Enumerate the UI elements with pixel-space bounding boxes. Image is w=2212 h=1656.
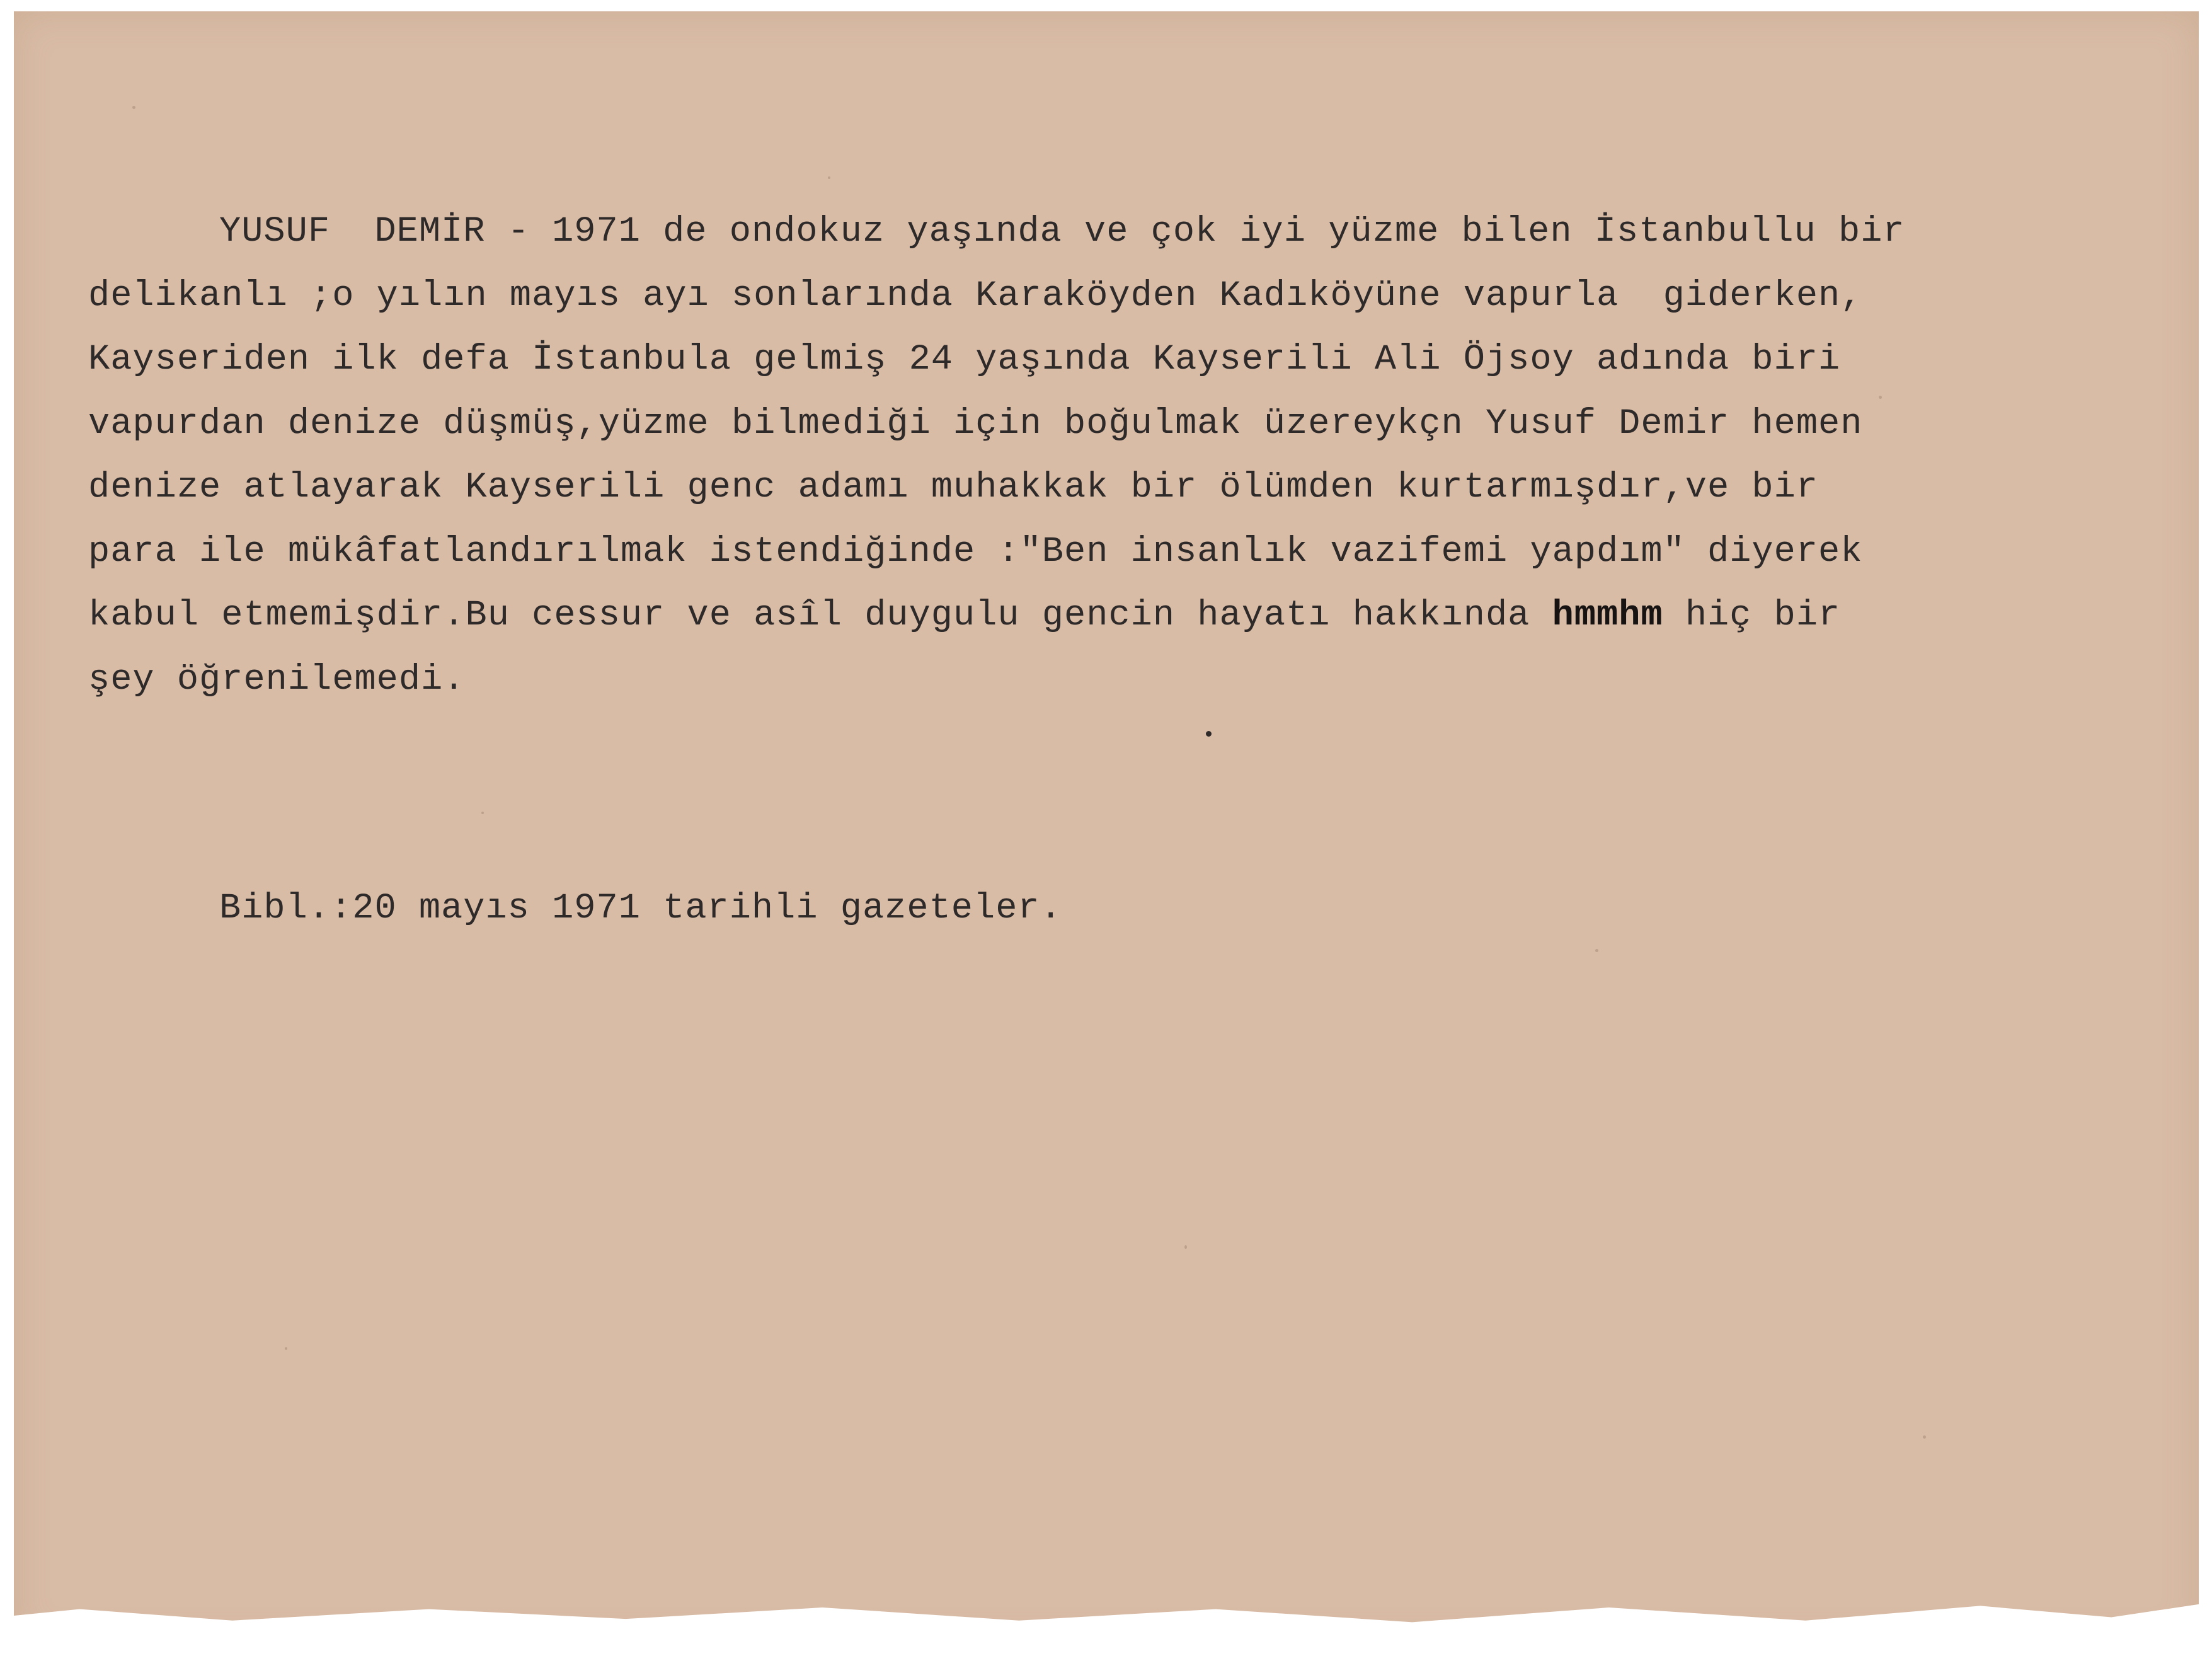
- paper-speck: [1184, 1245, 1187, 1249]
- text-line-7-end: hiç bir: [1663, 595, 1841, 636]
- text-line-2: delikanlı ;o yılın mayıs ayı sonlarında Karaköyden Kadıköyüne vapurla giderken,: [88, 275, 1863, 316]
- text-line-1: YUSUF DEMİR - 1971 de ondokuz yaşında ve çok iyi yüzme bilen İstanbullu bir: [219, 212, 1905, 252]
- paper-speck: [285, 1347, 287, 1350]
- text-line-7-start: kabul etmemişdir.Bu cessur ve asîl duygulu gencin hayatı hakkında: [88, 595, 1552, 636]
- text-line-6: para ile mükâfatlandırılmak istendiğinde :"Ben insanlık vazifemi yapdım" diyerek: [88, 531, 1863, 572]
- text-line-5: denize atlayarak Kayserili genc adamı muhakkak bir ölümden kurtarmışdır,ve bir: [88, 468, 1819, 508]
- text-line-7: [88, 584, 2186, 648]
- paper-speck: [1923, 1435, 1926, 1439]
- text-line-4: vapurdan denize düşmüş,yüzme bilmediği için boğulmak üzereykçn Yusuf Demir hemen: [88, 403, 1863, 444]
- paper-speck: [828, 176, 830, 179]
- struck-out-word: hmmhm: [1552, 595, 1663, 636]
- bibliography-line: Bibl.:20 mayıs 1971 tarihli gazeteler.: [219, 888, 1062, 929]
- paper-speck: [132, 106, 135, 109]
- paper-speck: [1595, 949, 1598, 952]
- text-line-8: şey öğrenilemedi.: [88, 659, 466, 700]
- stray-ink-dot: [1206, 731, 1212, 737]
- biography-text: [88, 200, 2186, 712]
- text-line-3: Kayseriden ilk defa İstanbula gelmiş 24 yaşında Kayserili Ali Öjsoy adında biri: [88, 340, 1841, 380]
- paper-speck: [481, 812, 484, 814]
